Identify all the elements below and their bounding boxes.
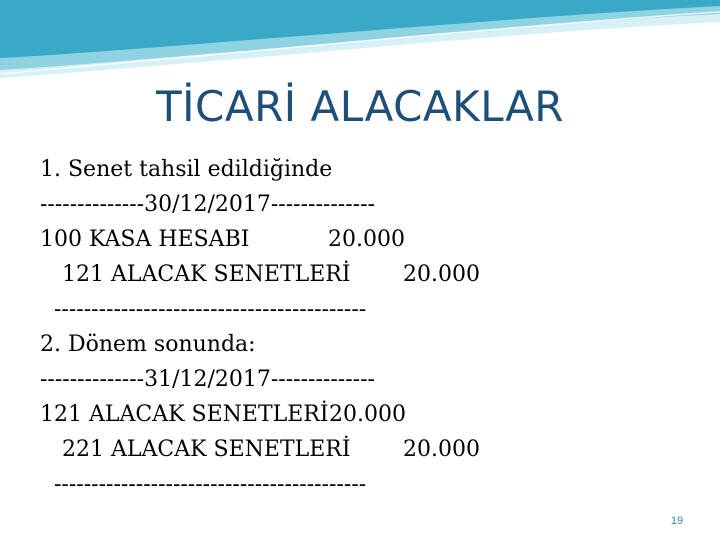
line-text: --------------31/12/2017-------------- [40,367,375,392]
entry-line-heading-2 [40,327,700,362]
line-text: ------------------------------------------ [54,472,367,497]
credit-line-1 [40,257,700,292]
account-name: 100 KASA HESABI [40,227,250,252]
date-separator-1 [40,187,700,222]
account-name: 121 ALACAK SENETLERİ [62,262,351,287]
entry-separator-1 [40,292,700,327]
wave-front [0,0,720,58]
page-number: 19 [670,515,684,527]
line-text: --------------30/12/2017-------------- [40,192,375,217]
debit-line-1 [40,222,700,257]
header-wave-decoration [0,0,720,90]
slide-title: TİCARİ ALACAKLAR [156,82,564,131]
date-separator-2 [40,362,700,397]
line-text: 2. Dönem sonunda: [40,332,256,357]
credit-line-2 [40,432,700,467]
line-text: ------------------------------------------ [54,297,367,322]
account-name: 121 ALACAK SENETLERİ [40,402,329,427]
line-text: 1. Senet tahsil edildiğinde [40,157,333,182]
credit-amount: 20.000 [403,437,480,462]
debit-amount: 20.000 [329,402,406,427]
debit-line-2 [40,397,700,432]
journal-entries [40,152,700,502]
entry-line-heading-1 [40,152,700,187]
entry-separator-2 [40,467,700,502]
account-name: 221 ALACAK SENETLERİ [62,437,351,462]
debit-amount: 20.000 [328,227,405,252]
credit-amount: 20.000 [403,262,480,287]
